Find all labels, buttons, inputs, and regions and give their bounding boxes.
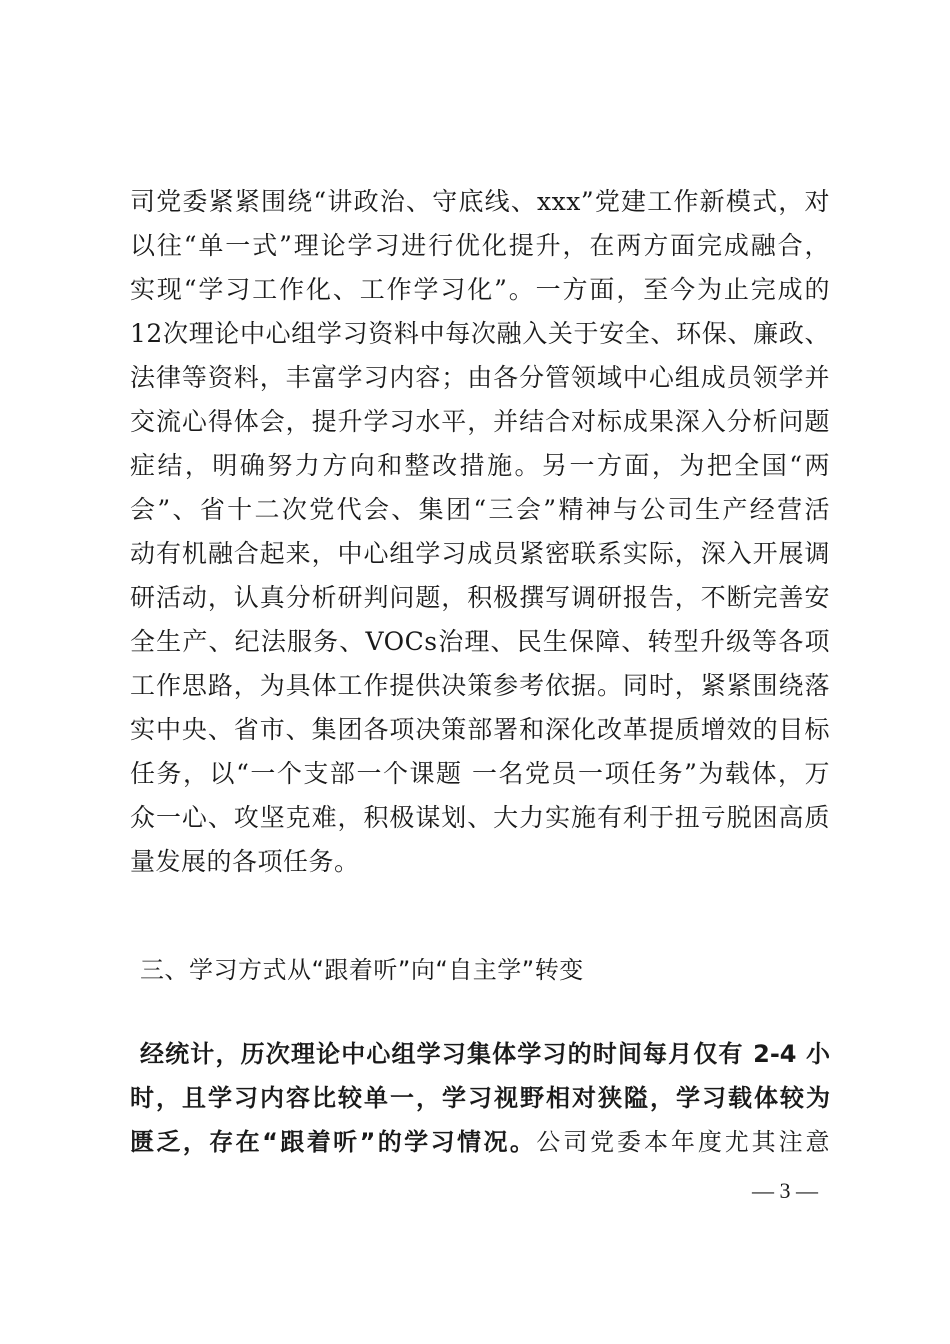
- paragraph-line-14: 任务，以“一个支部一个课题 一名党员一项任务”为载体，万: [130, 759, 830, 788]
- second-paragraph-line-3: [130, 1125, 830, 1159]
- page-number: — 3 —: [752, 1178, 818, 1203]
- paragraph-line-3: 实现“学习工作化、工作学习化”。一方面，至今为止完成的: [130, 275, 830, 304]
- paragraph-line-16: 量发展的各项任务。: [130, 847, 360, 876]
- second-paragraph-line-1: 经统计，历次理论中心组学习集体学习的时间每月仅有 2-4 小: [140, 1040, 830, 1068]
- paragraph-line-1: 司党委紧紧围绕“讲政治、守底线、xxx”党建工作新模式，对: [130, 187, 830, 216]
- paragraph-line-6: 交流心得体会，提升学习水平，并结合对标成果深入分析问题: [130, 407, 830, 436]
- paragraph-line-5: 法律等资料，丰富学习内容；由各分管领域中心组成员领学并: [130, 363, 830, 392]
- paragraph-line-11: 全生产、纪法服务、VOCs治理、民生保障、转型升级等各项: [130, 627, 830, 656]
- paragraph-line-7: 症结，明确努力方向和整改措施。另一方面，为把全国“两: [130, 451, 830, 480]
- section-heading: 三、学习方式从“跟着听”向“自主学”转变: [140, 956, 584, 984]
- paragraph-line-12: 工作思路，为具体工作提供决策参考依据。同时，紧紧围绕落: [130, 671, 830, 700]
- paragraph-line-4: 12次理论中心组学习资料中每次融入关于安全、环保、廉政、: [130, 319, 830, 348]
- paragraph-line-13: 实中央、省市、集团各项决策部署和深化改革提质增效的目标: [130, 715, 830, 744]
- bold-text-segment: 匮乏，存在“跟着听”的学习情况。: [130, 1128, 537, 1156]
- paragraph-line-9: 动有机融合起来，中心组学习成员紧密联系实际，深入开展调: [130, 539, 830, 568]
- second-paragraph-line-2: 时，且学习内容比较单一，学习视野相对狭隘，学习载体较为: [130, 1084, 830, 1112]
- regular-text-segment: 公司党委本年度尤其注意: [536, 1128, 831, 1156]
- paragraph-line-15: 众一心、攻坚克难，积极谋划、大力实施有利于扭亏脱困高质: [130, 803, 830, 832]
- paragraph-line-2: 以往“单一式”理论学习进行优化提升，在两方面完成融合，: [130, 231, 830, 260]
- paragraph-line-10: 研活动，认真分析研判问题，积极撰写调研报告，不断完善安: [130, 583, 830, 612]
- paragraph-line-8: 会”、省十二次党代会、集团“三会”精神与公司生产经营活: [130, 495, 830, 524]
